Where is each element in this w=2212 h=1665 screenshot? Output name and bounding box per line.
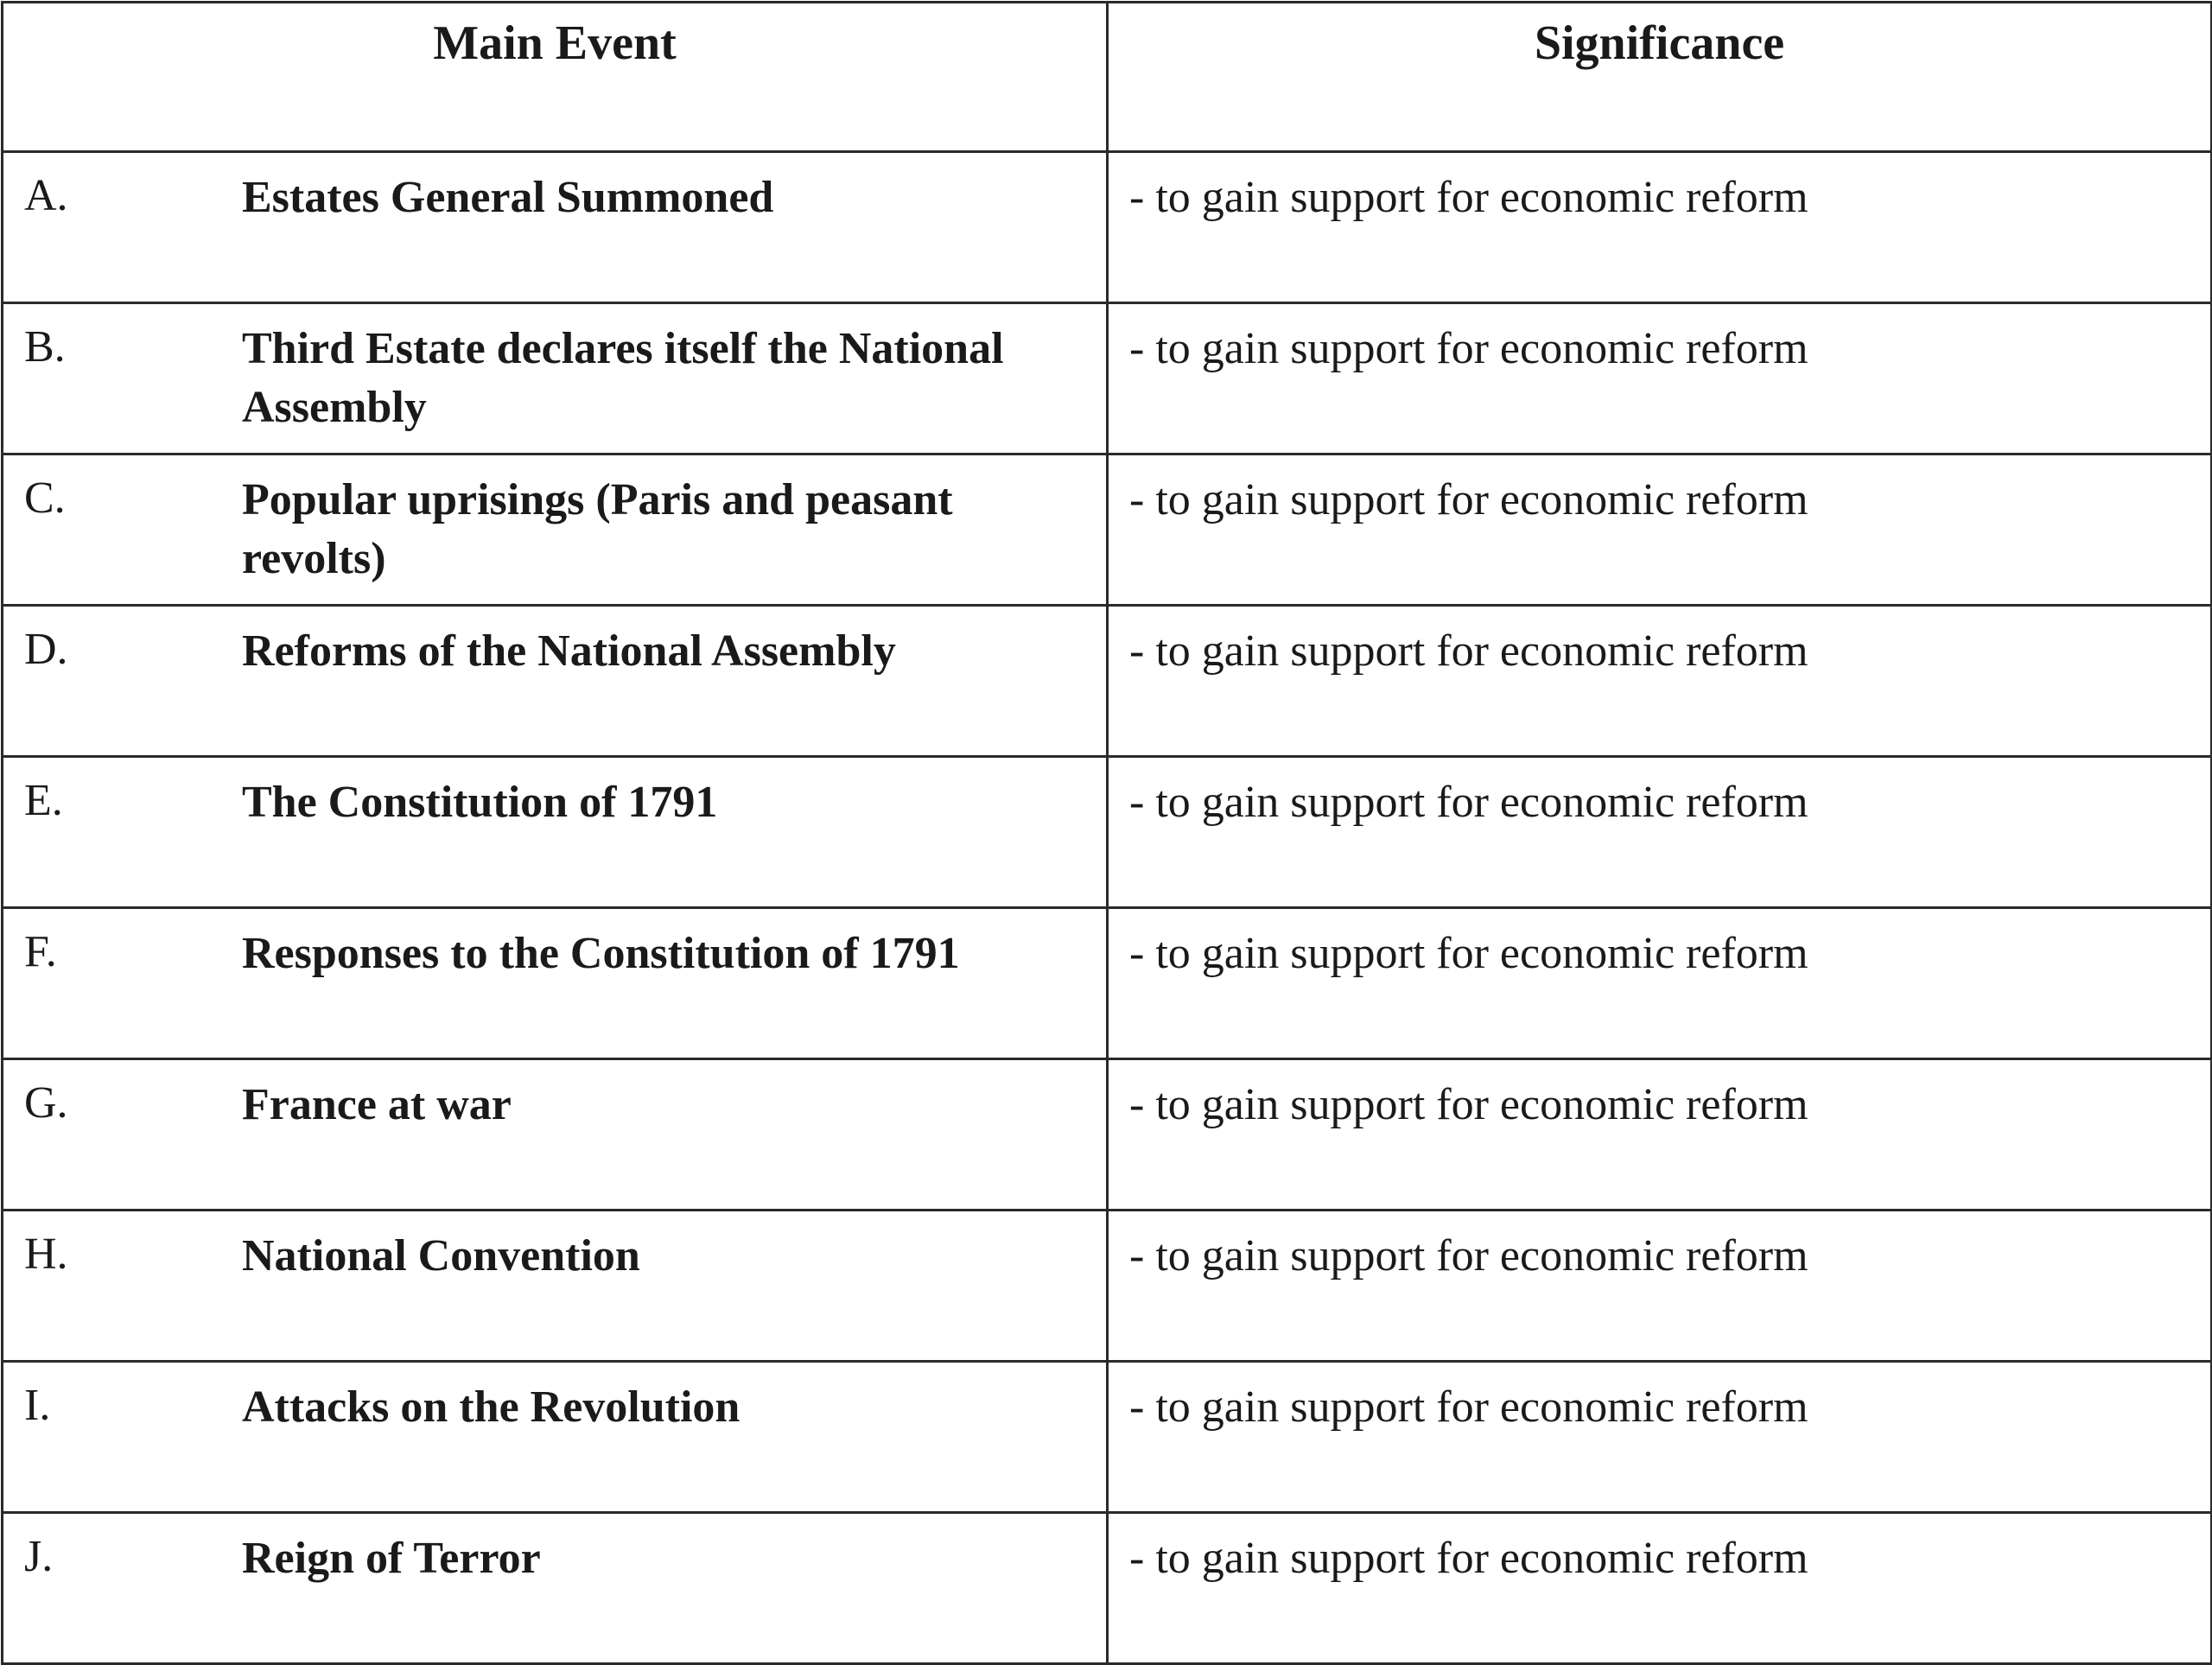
table-row [3,303,2212,454]
header-main-event: Main Event [3,3,1108,152]
events-table [1,1,2212,1665]
event-name: Reforms of the National Assembly [242,626,896,676]
row-letter: F. [24,927,57,976]
row-letter: D. [24,625,68,674]
significance-cell: - to gain support for economic reform [1108,1059,2212,1211]
table-row [3,908,2212,1059]
row-letter: J. [24,1532,54,1581]
table-row [3,1362,2212,1513]
table-row [3,1211,2212,1362]
row-letter: E. [24,776,63,825]
event-cell [3,1362,1108,1513]
table-row [3,606,2212,757]
event-cell [3,1059,1108,1211]
event-cell [3,1513,1108,1664]
table-row [3,1513,2212,1664]
event-name: Attacks on the Revolution [242,1382,741,1432]
significance-cell: - to gain support for economic reform [1108,757,2212,908]
event-name: Estates General Summoned [242,173,774,222]
row-letter: G. [24,1078,68,1128]
row-letter: C. [24,473,66,523]
event-name: Third Estate declares itself the National Assembly [242,324,1004,432]
event-cell [3,152,1108,303]
significance-cell: - to gain support for economic reform [1108,606,2212,757]
header-row [3,3,2212,152]
table-row [3,152,2212,303]
event-cell [3,1211,1108,1362]
event-cell [3,908,1108,1059]
row-letter: A. [24,171,68,220]
significance-cell: - to gain support for economic reform [1108,908,2212,1059]
event-name: National Convention [242,1231,640,1281]
event-cell [3,303,1108,454]
significance-cell: - to gain support for economic reform [1108,303,2212,454]
significance-cell: - to gain support for economic reform [1108,1362,2212,1513]
significance-cell: - to gain support for economic reform [1108,152,2212,303]
header-significance: Significance [1108,3,2212,152]
event-name: The Constitution of 1791 [242,778,718,827]
event-cell [3,454,1108,606]
event-name: Responses to the Constitution of 1791 [242,929,960,978]
table-row [3,757,2212,908]
event-name: Reign of Terror [242,1534,541,1583]
row-letter: H. [24,1230,68,1279]
event-name: France at war [242,1080,512,1129]
significance-cell: - to gain support for economic reform [1108,1211,2212,1362]
event-name: Popular uprisings (Paris and peasant revolts) [242,475,953,583]
event-cell [3,606,1108,757]
table-row [3,1059,2212,1211]
event-cell [3,757,1108,908]
row-letter: B. [24,322,66,372]
significance-cell: - to gain support for economic reform [1108,1513,2212,1664]
row-letter: I. [24,1381,51,1430]
table-row [3,454,2212,606]
significance-cell: - to gain support for economic reform [1108,454,2212,606]
